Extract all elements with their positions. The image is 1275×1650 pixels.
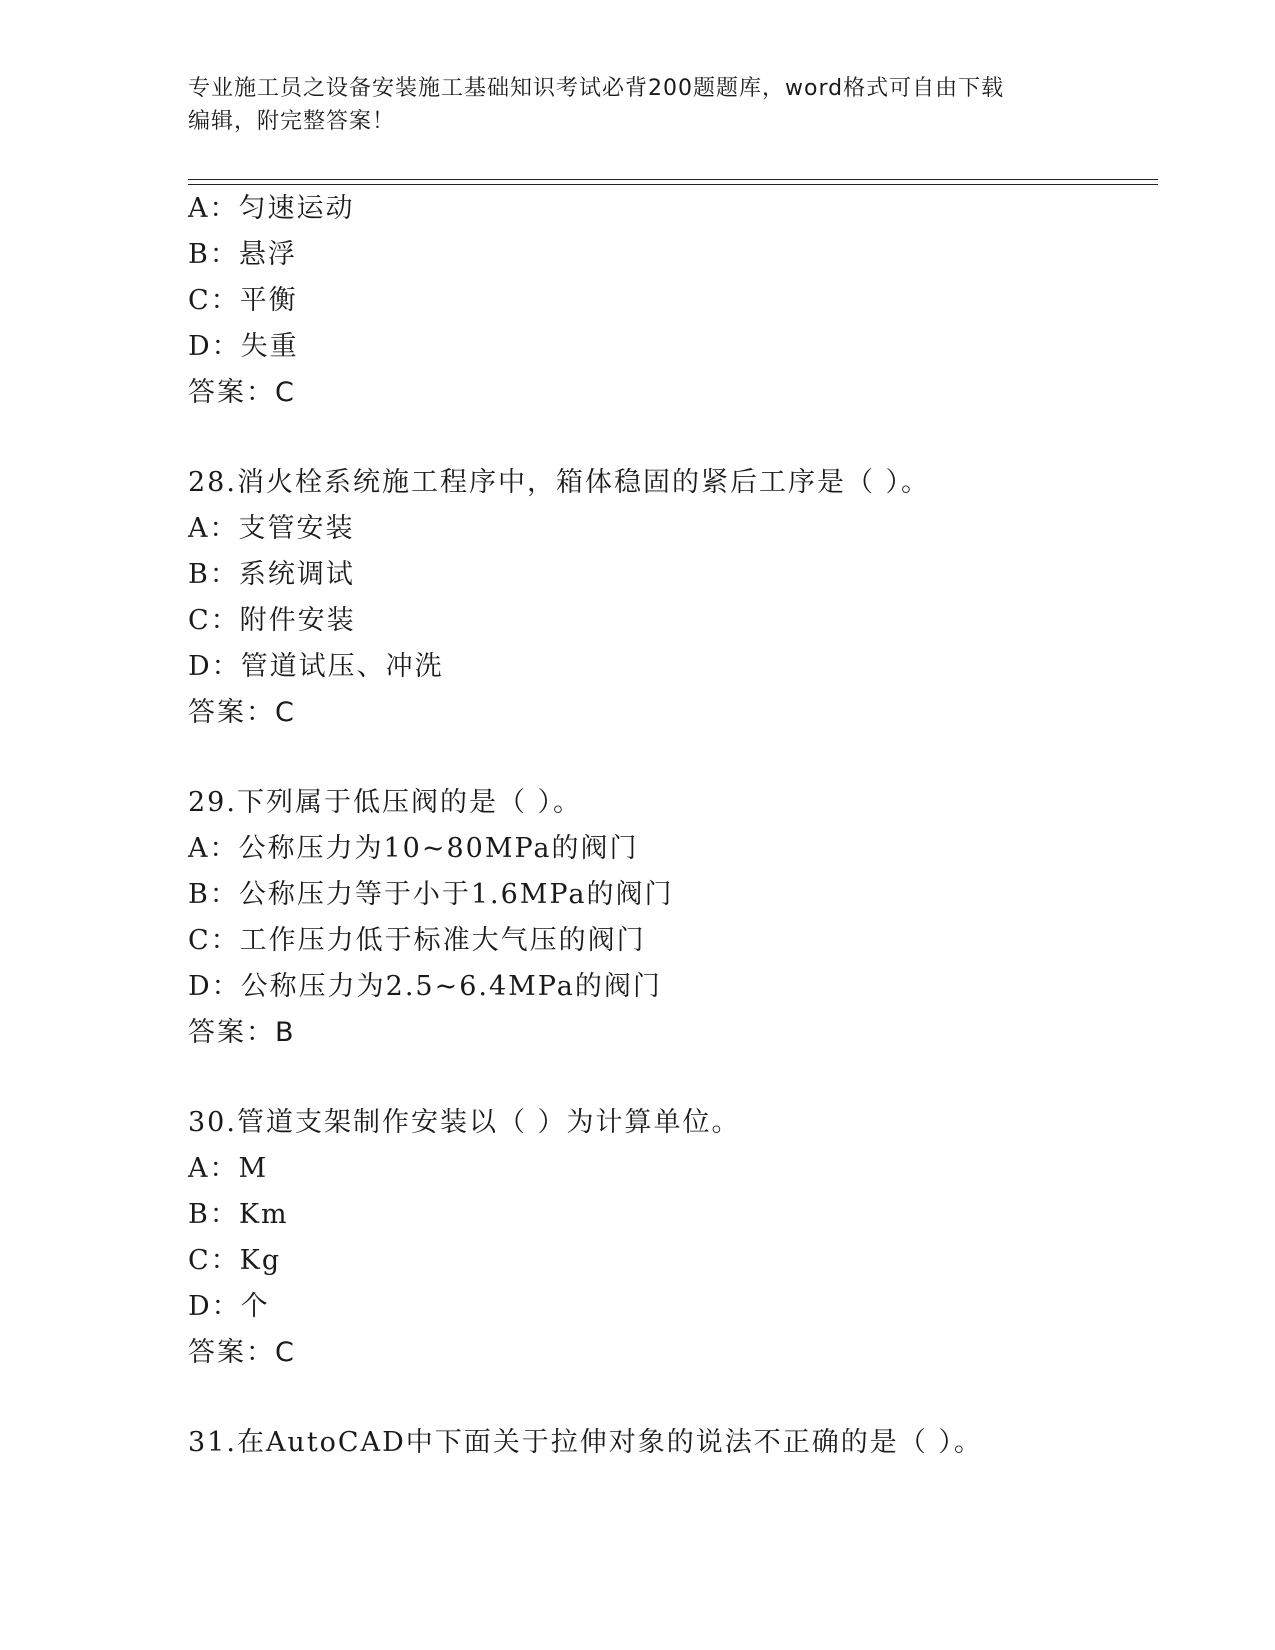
- question-text: 29.下列属于低压阀的是（ ）。: [188, 787, 583, 818]
- document-header: [188, 72, 1088, 138]
- option-b: B：悬浮: [188, 239, 297, 270]
- option-d: D：管道试压、冲洗: [188, 651, 444, 682]
- header-line-1: 专业施工员之设备安装施工基础知识考试必背200题题库，word格式可自由下载: [188, 76, 1005, 101]
- question-28: [188, 460, 1168, 736]
- option-c: C：平衡: [188, 285, 298, 316]
- option-c: C：附件安装: [188, 605, 356, 636]
- option-b: B：公称压力等于小于1.6MPa的阀门: [188, 879, 674, 910]
- question-30: [188, 1100, 1168, 1376]
- question-list: [188, 186, 1168, 1466]
- answer-line: 答案：B: [188, 1017, 296, 1048]
- option-d: D：公称压力为2.5~6.4MPa的阀门: [188, 971, 662, 1002]
- question-text: 28.消火栓系统施工程序中，箱体稳固的紧后工序是（ ）。: [188, 467, 931, 498]
- header-divider-top: [188, 179, 1158, 180]
- option-d: D：个: [188, 1291, 270, 1322]
- option-c: C：工作压力低于标准大气压的阀门: [188, 925, 646, 956]
- question-29: [188, 780, 1168, 1056]
- option-a: A：匀速运动: [188, 193, 355, 224]
- question-text: 31.在AutoCAD中下面关于拉伸对象的说法不正确的是（ ）。: [188, 1427, 983, 1458]
- question-31: [188, 1420, 1168, 1466]
- header-divider-bottom: [188, 184, 1158, 185]
- question-27-tail: [188, 186, 1168, 416]
- option-a: A：支管安装: [188, 513, 355, 544]
- question-text: 30.管道支架制作安装以（ ）为计算单位。: [188, 1107, 741, 1138]
- answer-line: 答案：C: [188, 697, 296, 728]
- option-a: A：M: [188, 1153, 269, 1184]
- option-a: A：公称压力为10~80MPa的阀门: [188, 833, 639, 864]
- option-b: B：Km: [188, 1199, 289, 1230]
- option-d: D：失重: [188, 331, 299, 362]
- option-b: B：系统调试: [188, 559, 355, 590]
- answer-line: 答案：C: [188, 1337, 296, 1368]
- option-c: C：Kg: [188, 1245, 282, 1276]
- answer-line: 答案：C: [188, 377, 296, 408]
- header-line-2: 编辑，附完整答案！: [188, 109, 396, 134]
